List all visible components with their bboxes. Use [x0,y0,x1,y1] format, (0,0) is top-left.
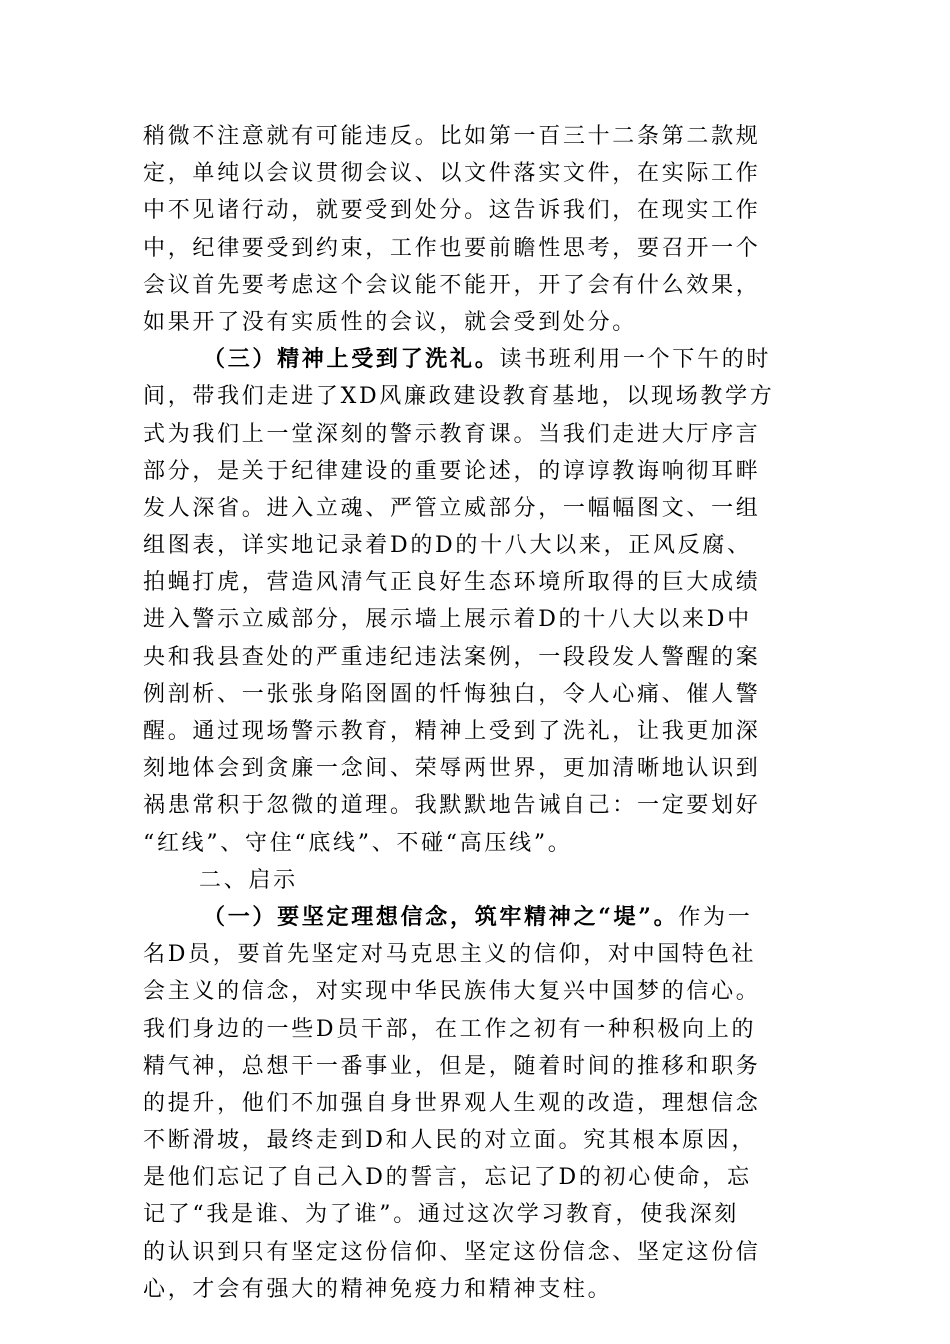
document-page [143,118,807,1308]
paragraph-line: 名D员，要首先坚定对马克思主义的信仰，对中国特色社 [143,942,757,968]
paragraph-line: 不断滑坡，最终走到D和人民的对立面。究其根本原因， [143,1128,757,1154]
part2-heading-text: 二、启示 [199,867,298,893]
paragraph-line: 中不见诸行动，就要受到处分。这告诉我们，在现实工作 [143,198,761,224]
paragraph-line: 式为我们上一堂深刻的警示教育课。当我们走进大厅序言 [143,421,761,447]
paragraph-line: 部分，是关于纪律建设的重要论述，的谆谆教诲响彻耳畔 [143,458,761,484]
paragraph-line: 的提升，他们不加强自身世界观人生观的改造，理想信念 [143,1090,761,1116]
paragraph-line: 定，单纯以会议贯彻会议、以文件落实文件，在实际工作 [143,161,761,187]
part2-heading [143,862,807,899]
paragraph-line: 我们身边的一些D员干部，在工作之初有一种积极向上的 [143,1016,757,1042]
paragraph-line: 会议首先要考虑这个会议能不能开，开了会有什么效果， [143,272,761,298]
paragraph-line: 央和我县查处的严重违纪违法案例，一段段发人警醒的案 [143,644,761,670]
item1-heading: （一）要坚定理想信念，筑牢精神之“堤”。 [203,903,679,930]
paragraph-line: “红线”、守住“底线”、不碰“高压线”。 [143,830,573,856]
paragraph-line: 间，带我们走进了XD风廉政建设教育基地，以现场教学方 [143,384,775,410]
paragraph-line: 如果开了没有实质性的会议，就会受到处分。 [143,309,638,335]
section3-first-line [143,341,807,378]
paragraph-line: 祸患常积于忽微的道理。我默默地告诫自己：一定要划好 [143,793,761,819]
paragraph-line: 组图表，详实地记录着D的D的十八大以来，正风反腐、 [143,533,752,559]
section3-first-line-text: 读书班利用一个下午的时 [499,347,772,373]
paragraph-line: 醒。通过现场警示教育，精神上受到了洗礼，让我更加深 [143,719,761,744]
paragraph-line: 的认识到只有坚定这份信仰、坚定这份信念、坚定这份信 [143,1239,761,1265]
paragraph-line: 例剖析、一张张身陷囹圄的忏悔独白，令人心痛、催人警 [143,681,761,707]
paragraph-line: 发人深省。进入立魂、严管立威部分，一幅幅图文、一组 [143,495,761,521]
paragraph-line: 进入警示立威部分，展示墙上展示着D的十八大以来D中 [143,607,752,633]
paragraph-line: 精气神，总想干一番事业，但是，随着时间的推移和职务 [143,1053,761,1079]
paragraph-line: 中，纪律要受到约束，工作也要前瞻性思考，要召开一个 [143,235,761,261]
paragraph-line: 会主义的信念，对实现中华民族伟大复兴中国梦的信心。 [143,979,761,1005]
paragraph-line: 稍微不注意就有可能违反。比如第一百三十二条第二款规 [143,124,761,149]
paragraph-line: 拍蝇打虎，营造风清气正良好生态环境所取得的巨大成绩 [143,570,761,596]
paragraph-line: 记了“我是谁、为了谁”。通过这次学习教育，使我深刻 [143,1202,739,1228]
section3-heading: （三）精神上受到了洗礼。 [203,346,500,373]
paragraph-line: 心，才会有强大的精神免疫力和精神支柱。 [143,1276,613,1302]
item1-first-line [143,899,807,936]
paragraph-line: 是他们忘记了自己入D的誓言，忘记了D的初心使命，忘 [143,1165,752,1191]
paragraph-line: 刻地体会到贪廉一念间、荣辱两世界，更加清晰地认识到 [143,756,761,782]
item1-first-line-text: 作为一 [678,904,753,930]
